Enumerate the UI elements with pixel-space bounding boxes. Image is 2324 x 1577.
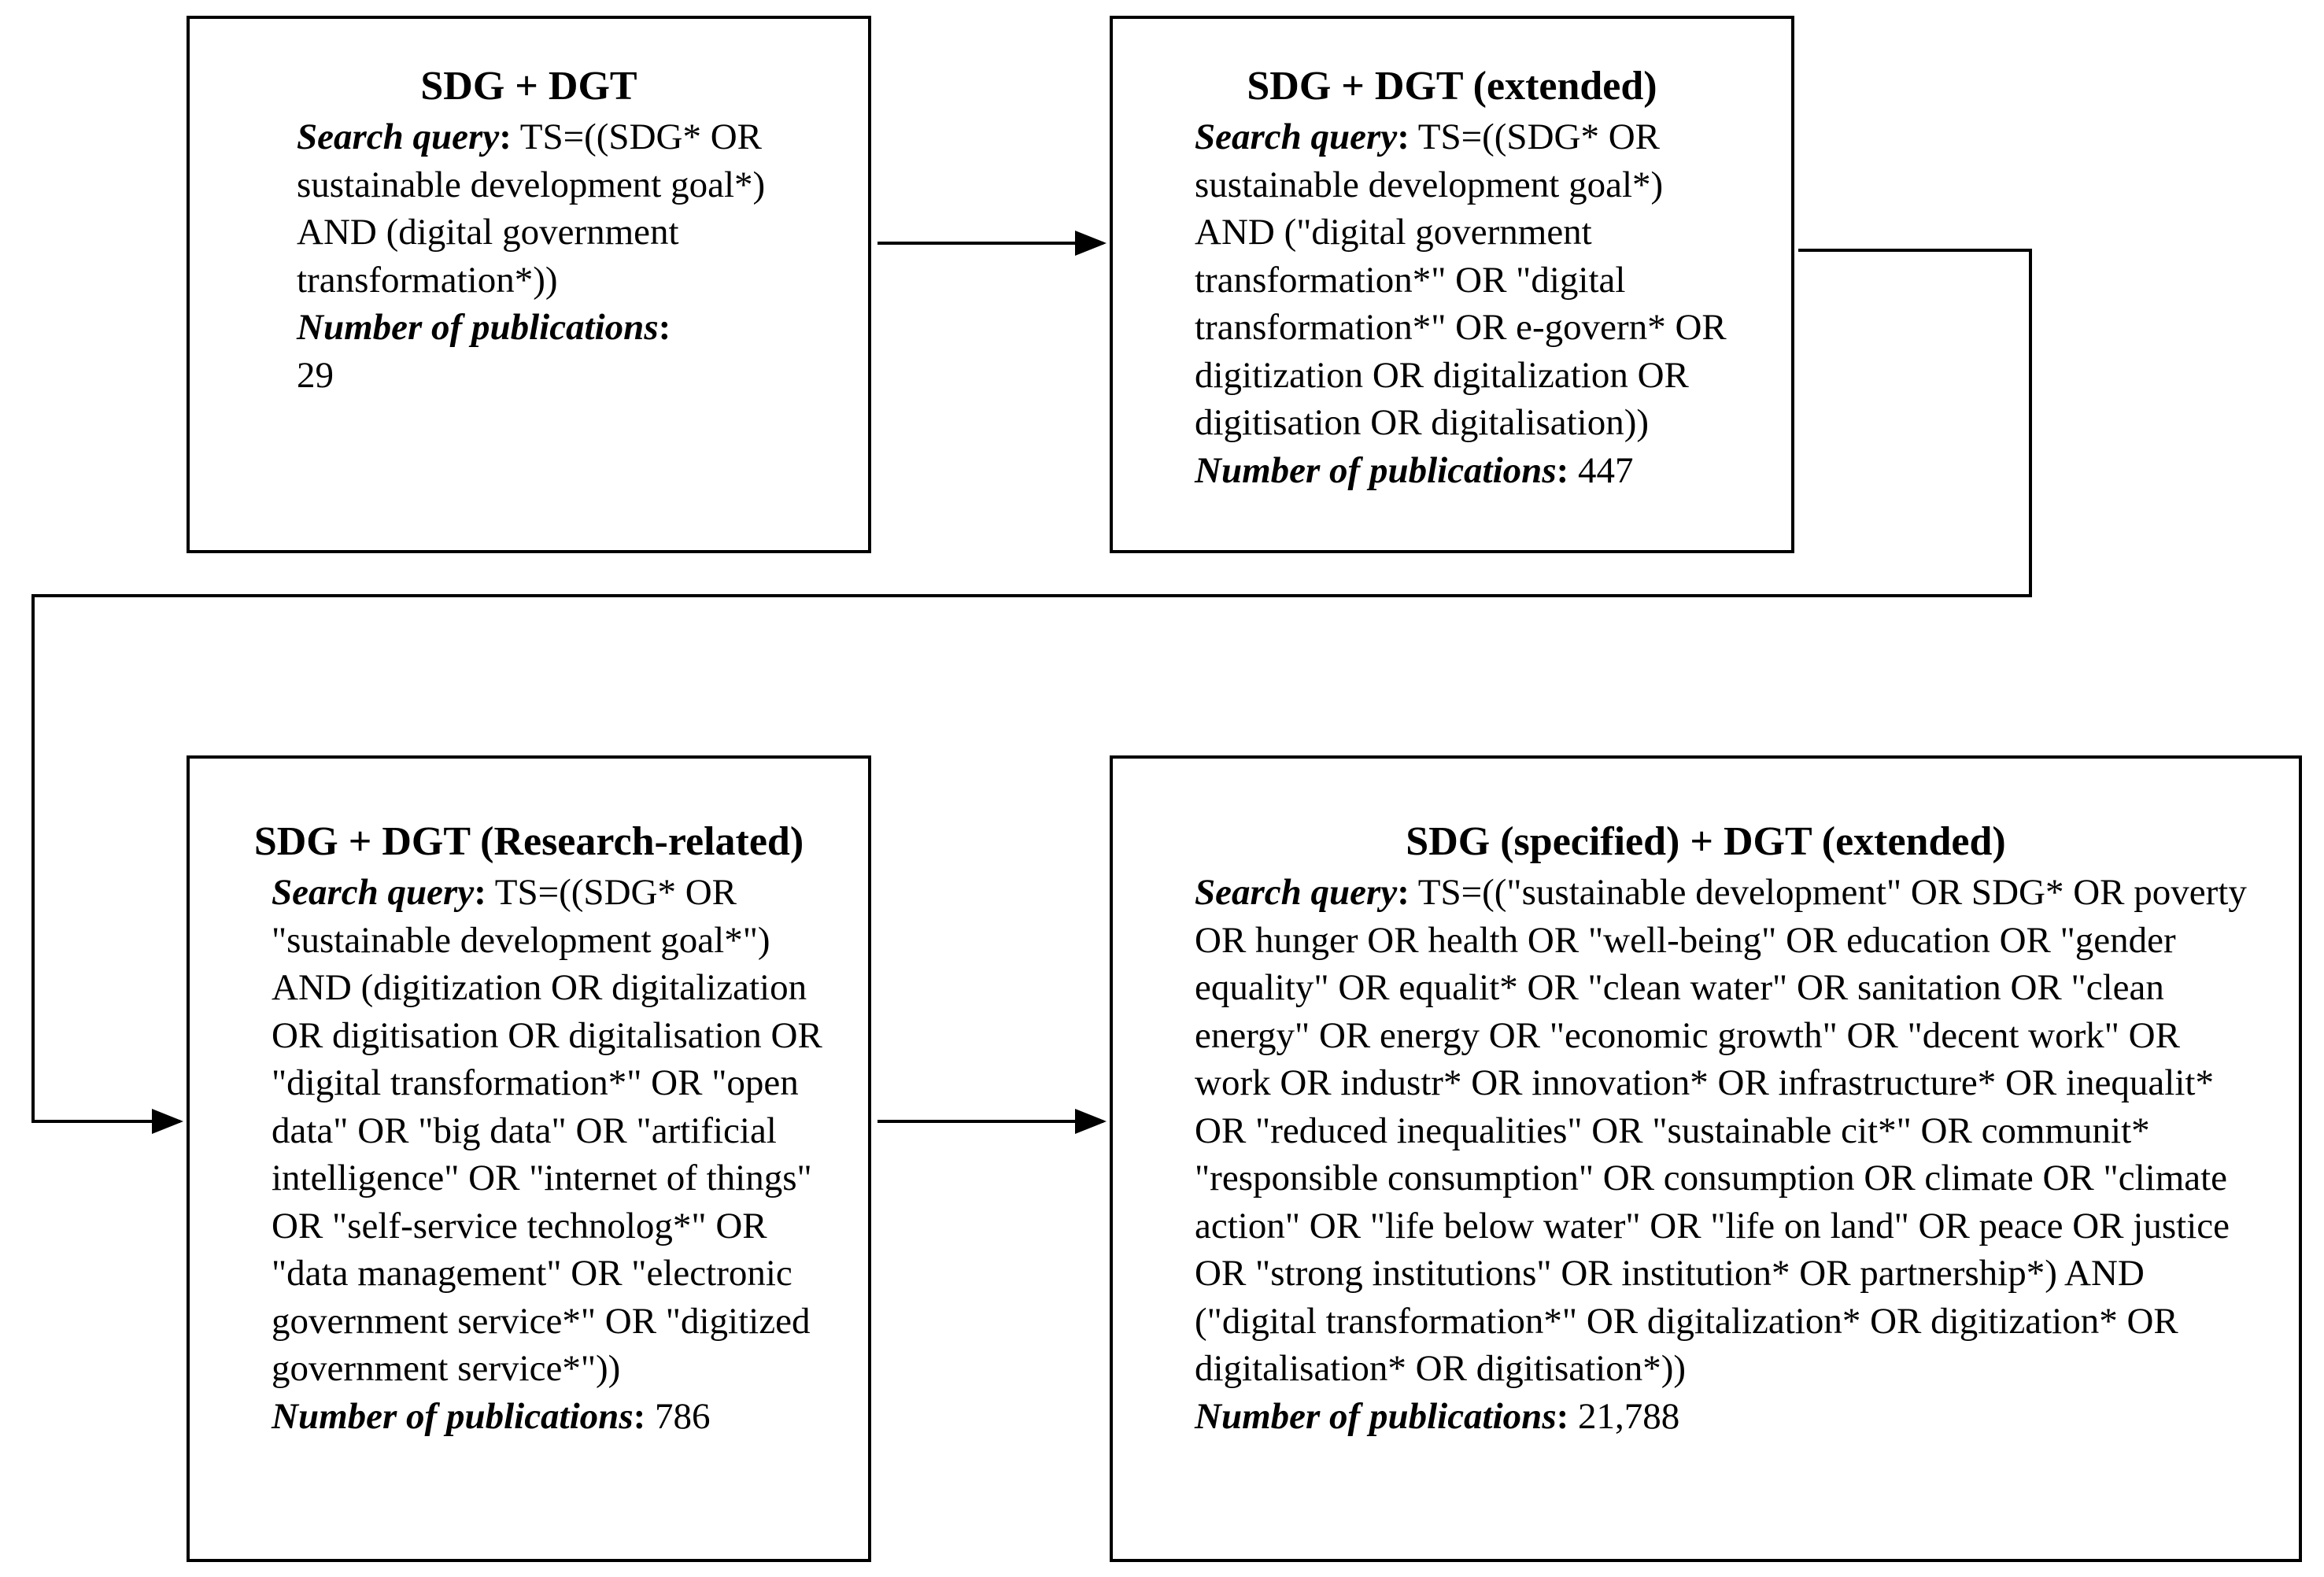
- publications-label: Number of publications: [297, 307, 659, 348]
- box-body: Search query: TS=((SDG* OR sustainable development goal*) AND (digital government transformation*)) Number of publications: 29: [297, 116, 766, 396]
- box-title: SDG + DGT (Research-related): [253, 819, 804, 864]
- search-query-text: TS=(("sustainable development" OR SDG* OR poverty OR hunger OR health OR "well-being" OR education OR "gender equality" OR equalit* OR "clean water" OR sanitation OR "clean energy" OR energy OR "economic growth" OR "decent work" OR work OR industr* OR innovation* OR infrastructure* OR inequalit* OR "reduced inequalities" OR "sustainable cit*" OR communit* "responsible consumption" OR consumption OR climate OR "climate action" OR "life below water" OR "life on land" OR peace OR justice OR "strong institutions" OR institution* OR partnership*) AND ("digital transformation*" OR digitalization* OR digitization* OR digitalisation* OR digitisation*)): [1195, 872, 2247, 1389]
- publications-label: Number of publications: [1195, 449, 1557, 491]
- search-query-label: Search query: [1195, 872, 1398, 913]
- publications-count: 786: [655, 1395, 711, 1437]
- publications-count: 29: [297, 354, 334, 396]
- search-query-text: TS=((SDG* OR sustainable development goal*) AND ("digital government transformation*" OR "digital transformation*" OR e-govern* OR digitization OR digitalization OR digitisation OR digitalisation)): [1195, 116, 1727, 443]
- publications-count: 21,788: [1578, 1395, 1680, 1437]
- search-query-text: TS=((SDG* OR "sustainable development goal*") AND (digitization OR digitalization OR digitisation OR digitalisation OR "digital transformation*" OR "open data" OR "big data" OR "artificial intelligence" OR "internet of things" OR "self-service technolog*" OR "data management" OR "electronic government service*" OR "digitized government service*")): [272, 872, 822, 1389]
- box-title: SDG (specified) + DGT (extended): [1406, 819, 2006, 864]
- search-query-text: TS=((SDG* OR sustainable development goal*) AND (digital government transformation*)): [297, 116, 766, 301]
- search-query-label: Search query: [272, 872, 475, 913]
- publications-count: 447: [1578, 449, 1634, 491]
- box-title: SDG + DGT: [420, 64, 637, 109]
- box-body: Search query: TS=((SDG* OR "sustainable development goal*") AND (digitization OR digitalization OR digitisation OR digitalisation OR "digital transformation*" OR "open data" OR "big data" OR "artificial intelligence" OR "internet of things" OR "self-service technolog*" OR "data management" OR "electronic government service*" OR "digitized government service*")) Number of publications: 786: [272, 872, 822, 1437]
- search-query-label: Search query: [1195, 116, 1398, 157]
- search-query-label: Search query: [297, 116, 500, 157]
- publications-label: Number of publications: [1195, 1395, 1557, 1437]
- box-body: Search query: TS=((SDG* OR sustainable development goal*) AND ("digital government transformation*" OR "digital transformation*" OR e-govern* OR digitization OR digitalization OR digitisation OR digitalisation)) Number of publications: 447: [1195, 116, 1727, 491]
- box-title: SDG + DGT (extended): [1247, 64, 1657, 109]
- publications-label: Number of publications: [272, 1395, 634, 1437]
- box-body: Search query: TS=(("sustainable development" OR SDG* OR poverty OR hunger OR health OR "well-being" OR education OR "gender equality" OR equalit* OR "clean water" OR sanitation OR "clean energy" OR energy OR "economic growth" OR "decent work" OR work OR industr* OR innovation* OR infrastructure* OR inequalit* OR "reduced inequalities" OR "sustainable cit*" OR communit* "responsible consumption" OR consumption OR climate OR "climate action" OR "life below water" OR "life on land" OR peace OR justice OR "strong institutions" OR institution* OR partnership*) AND ("digital transformation*" OR digitalization* OR digitization* OR digitalisation* OR digitisation*)) Number of publications: 21,788: [1195, 872, 2247, 1437]
- edge-box2-box3: [33, 250, 2030, 1121]
